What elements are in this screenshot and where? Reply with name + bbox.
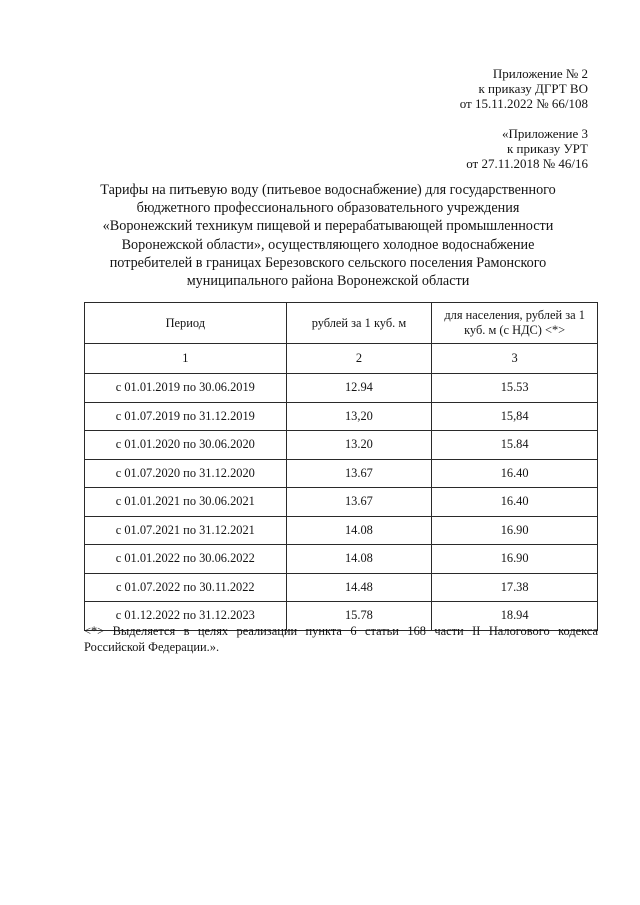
table-row [85, 545, 598, 574]
period-cell: с 01.01.2019 по 30.06.2019 [85, 374, 287, 403]
column-number-row [85, 344, 598, 374]
title-line: муниципального района Воронежской области [186, 273, 470, 290]
price-cell: 14.08 [286, 545, 432, 574]
table-row [85, 402, 598, 431]
period-cell: с 01.01.2020 по 30.06.2020 [85, 431, 287, 460]
population-price-cell: 18.94 [432, 602, 598, 631]
header-price-per-cubic-meter: рублей за 1 куб. м [286, 303, 432, 344]
price-cell: 13.20 [286, 431, 432, 460]
population-price-cell: 15.84 [432, 431, 598, 460]
period-cell: с 01.01.2022 по 30.06.2022 [85, 545, 287, 574]
price-cell: 14.48 [286, 573, 432, 602]
column-number: 1 [85, 344, 287, 374]
appendix-current-line-3: от 15.11.2022 № 66/108 [459, 96, 588, 111]
appendix-previous-line-1: «Приложение 3 [501, 126, 588, 141]
appendix-previous-line-2: к приказу УРТ [506, 141, 588, 156]
period-cell: с 01.12.2022 по 31.12.2023 [85, 602, 287, 631]
period-cell: с 01.07.2020 по 31.12.2020 [85, 459, 287, 488]
header-period: Период [85, 303, 287, 344]
table-row [85, 431, 598, 460]
population-price-cell: 16.90 [432, 545, 598, 574]
period-cell: с 01.07.2022 по 30.11.2022 [85, 573, 287, 602]
appendix-current-line-2: к приказу ДГРТ ВО [478, 81, 588, 96]
title-line: бюджетного профессионального образовательного учреждения [136, 200, 520, 217]
appendix-previous-reference [466, 126, 588, 171]
price-cell: 13,20 [286, 402, 432, 431]
table-row [85, 573, 598, 602]
table-row [85, 516, 598, 545]
header-price-for-population: для населения, рублей за 1 куб. м (с НДС) <*> [432, 303, 598, 344]
price-cell: 14.08 [286, 516, 432, 545]
price-cell: 12.94 [286, 374, 432, 403]
title-line: Тарифы на питьевую воду (питьевое водоснабжение) для государственного [100, 182, 556, 198]
appendix-current-line-1: Приложение № 2 [492, 66, 588, 81]
column-number: 3 [432, 344, 598, 374]
price-cell: 13.67 [286, 459, 432, 488]
table-row [85, 374, 598, 403]
title-line: «Воронежский техникум пищевой и перерабатывающей промышленности [102, 218, 554, 235]
price-cell: 13.67 [286, 488, 432, 517]
price-cell: 15.78 [286, 602, 432, 631]
appendix-current-reference [460, 66, 588, 111]
period-cell: с 01.07.2019 по 31.12.2019 [85, 402, 287, 431]
population-price-cell: 15.53 [432, 374, 598, 403]
column-number: 2 [286, 344, 432, 374]
period-cell: с 01.07.2021 по 31.12.2021 [85, 516, 287, 545]
period-cell: с 01.01.2021 по 30.06.2021 [85, 488, 287, 517]
population-price-cell: 15,84 [432, 402, 598, 431]
table-row [85, 459, 598, 488]
table-row [85, 488, 598, 517]
population-price-cell: 16.40 [432, 459, 598, 488]
tariff-table [84, 302, 598, 631]
title-line: потребителей в границах Березовского сельского поселения Рамонского [109, 254, 547, 271]
population-price-cell: 16.40 [432, 488, 598, 517]
appendix-previous-line-3: от 27.11.2018 № 46/16 [466, 156, 588, 171]
population-price-cell: 16.90 [432, 516, 598, 545]
footnote: <*> Выделяется в целях реализации пункта 6 статьи 168 части II Налогового кодекса Российской Федерации.». [84, 624, 598, 654]
table-header-row [85, 303, 598, 344]
title-line: Воронежской области», осуществляющего холодное водоснабжение [121, 236, 535, 253]
document-title [70, 181, 586, 290]
population-price-cell: 17.38 [432, 573, 598, 602]
